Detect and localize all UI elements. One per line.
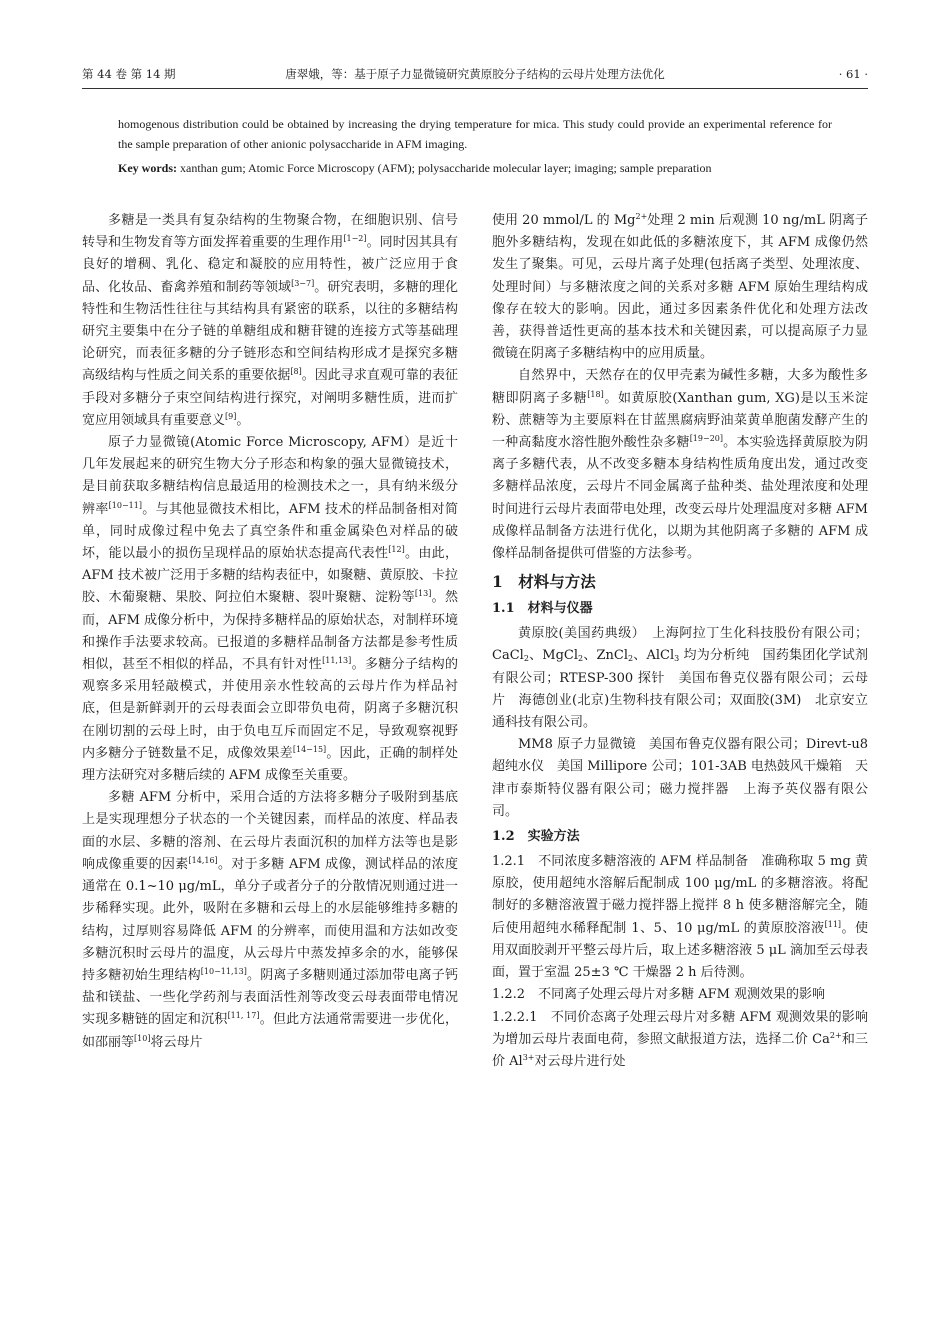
citation: [14−15]: [292, 744, 327, 754]
keywords-label: Key words:: [118, 161, 177, 175]
intro-paragraph-1: 多糖是一类具有复杂结构的生物聚合物，在细胞识别、信号转导和生物发育等方面发挥着重要的生理作用[1−2]。同时因其具有良好的增稠、乳化、稳定和凝胶的应用特性，被广泛应用于食品、化妆品、畜禽养殖和制药等领域[3−7]。研究表明，多糖的理化特性和生物活性往往与其结构具有紧密的联系，以往的多糖结构研究主要集中在分子链的单糖组成和糖苷键的连接方式等基础理论研究，而表征多糖的分子链形态和空间结构形成才是探究多糖高级结构与性质之间关系的重要依据[8]。因此寻求直观可靠的表征手段对多糖分子束空间结构进行探究，对阐明多糖性质，进而扩宽应用领域具有重要意义[9]。: [82, 213, 458, 428]
running-title: 唐翠娥，等：基于原子力显微镜研究黄原胶分子结构的云母片处理方法优化: [285, 67, 665, 81]
citation: [3−7]: [291, 278, 315, 288]
citation: [13]: [414, 589, 432, 599]
intro-paragraph-3-cont: 使用 20 mmol/L 的 $Mg^{2+}$处理 2 min 后观测 10 ng/mL 阴离子胞外多糖结构，发现在如此低的多糖浓度下，其 AFM 成像仍然发生了聚集。可见，云母片离子处理(包括离子类型、处理浓度、处理时间）与多糖浓度之间的关系对多糖 AFM 原始生理结构成像存在较大的影响。因此，通过多因素条件优化和处理方法改善，获得普适性更高的基本技术和关键因素，可以提高原子力显微镜在阴离子多糖结构中的应用质量。: [492, 212, 869, 362]
instruments-paragraph: MM8 原子力显微镜 美国布鲁克仪器有限公司；Direvt-u8 超纯水仪 美国 Millipore 公司；101-3AB 电热鼓风干燥箱 天津市泰斯特仪器有限公司；磁力搅拌器 上海予英仪器有限公司。: [492, 737, 868, 819]
intro-paragraph-3: 多糖 AFM 分析中，采用合适的方法将多糖分子吸附到基底上是实现理想分子状态的一个关键因素，而样品的浓度、样品表面的水层、多糖的溶剂、在云母片表面沉积的加样方法等也是影响成像重要的因素[14,16]。对于多糖 AFM 成像，测试样品的浓度通常在 0.1~10 μg/mL，单分子或者分子的分散情况则通过进一步稀释实现。此外，吸附在多糖和云母上的水层能够维持多糖的结构，过厚则容易降低 AFM 的分辨率，而使用温和方法如改变多糖沉积时云母片的温度，从云母片中蒸发掉多余的水，能够保持多糖初始生理结构[10−11,13]。阴离子多糖则通过添加带电离子钙盐和镁盐、一些化学药剂与表面活性剂等改变云母表面带电情况实现多糖链的固定和沉积[11, 17]。但此方法通常需要进一步优化，如邵丽等[10]将云母片: [82, 790, 458, 1050]
subsection-heading: 1.1 材料与仪器: [492, 601, 593, 617]
citation: [19−20]: [689, 434, 723, 444]
section-heading: 1 材料与方法: [492, 572, 596, 592]
header-rule: [82, 88, 868, 89]
subsection-heading: 1.2 实验方法: [492, 829, 580, 845]
left-column: [82, 210, 458, 1054]
citation: [10−11]: [108, 500, 142, 510]
citation: [11, 17]: [227, 1011, 260, 1021]
citation: [11,13]: [322, 656, 352, 666]
method-1-2-1: 1.2.1 不同浓度多糖溶液的 AFM 样品制备 准确称取 5 mg 黄原胶，使用超纯水溶解后配制成 100 μg/mL 的多糖溶液。将配制好的多糖溶液置于磁力搅拌器上搅拌 8 h 使多糖溶解完全，随后使用超纯水稀释配制 1、5、10 μg/mL 的黄原胶溶液[11]。使用双面胶剥开平整云母片后，取上述多糖溶液 5 μL 滴加至云母表面，置于室温 25±3 ℃ 干燥器 2 h 后待测。: [492, 854, 868, 981]
citation: [12]: [388, 545, 405, 555]
materials-paragraph: 黄原胶(美国药典级） 上海阿拉丁生化科技股份有限公司；CaCl$_2$、MgCl$_2$、ZnCl$_2$、AlCl$_3$ 均为分析纯 国药集团化学试剂有限公司；RTESP-300 探针 美国布鲁克仪器有限公司；云母片 海德创业(北京)生物科技有限公司；双面胶(3M) 北京安立通科技有限公司。: [492, 626, 868, 731]
running-header: [82, 64, 868, 84]
intro-paragraph-4: 自然界中，天然存在的仅甲壳素为碱性多糖，大多为酸性多糖即阴离子多糖[18]。如黄原胶(Xanthan gum, XG)是以玉米淀粉、蔗糖等为主要原料在甘蓝黑腐病野油菜黄单胞菌发酵产生的一种高黏度水溶性胞外酸性杂多糖[19−20]。本实验选择黄原胶为阴离子多糖代表，从不改变多糖本身结构性质角度出发，通过改变多糖样品浓度，云母片不同金属离子盐种类、盐处理浓度和处理时间进行云母片表面带电处理，改变云母片处理温度对多糖 AFM 成像样品制备方法进行优化，以期为其他阴离子多糖的 AFM 成像样品制备提供可借鉴的方法参考。: [492, 368, 868, 562]
method-1-2-2-1: 1.2.2.1 不同价态离子处理云母片对多糖 AFM 观测效果的影响 为增加云母片表面电荷，参照文献报道方法，选择二价 $Ca^{2+}$和三价 $Al^{3+}$对云母片进行处: [492, 1009, 882, 1069]
journal-volume-issue: 第 44 卷 第 14 期: [82, 67, 176, 81]
abstract-block: [118, 114, 832, 178]
method-1-2-2-heading: 1.2.2 不同离子处理云母片对多糖 AFM 观测效果的影响: [492, 987, 826, 1003]
right-column: [492, 210, 882, 1073]
citation: [10−11,13]: [200, 966, 247, 976]
keywords-line: [118, 158, 832, 178]
citation: [18]: [587, 389, 604, 399]
page-number: · 61 ·: [838, 67, 868, 81]
citation: [14,16]: [188, 855, 218, 865]
citation: [11]: [824, 919, 842, 929]
intro-paragraph-2: 原子力显微镜(Atomic Force Microscopy, AFM）是近十几年发展起来的研究生物大分子形态和构象的强大显微镜技术，是目前获取多糖结构信息最适用的检测技术之一，具有纳米级分辨率[10−11]。与其他显微技术相比，AFM 技术的样品制备相对简单，同时成像过程中免去了真空条件和重金属染色对样品的破坏，能以最小的损伤呈现样品的原始状态提高代表性[12]。由此，AFM 技术被广泛用于多糖的结构表征中，如聚糖、黄原胶、卡拉胶、木葡聚糖、果胶、阿拉伯木聚糖、裂叶聚糖、淀粉等[13]。然而，AFM 成像分析中，为保持多糖样品的原始状态，对制样环境和操作手法要求较高。已报道的多糖样品制备方法都是参考性质相似，甚至不相似的样品，不具有针对性[11,13]。多糖分子结构的观察多采用轻敲模式，并使用亲水性较高的云母片作为样品衬底，但是新鲜剥开的云母表面会立即带负电荷，阴离子多糖沉积在刚切割的云母上时，由于负电互斥而固定不足，导致观察视野内多糖分子链数量不足，成像效果差[14−15]。因此，正确的制样处理方法研究对多糖后续的 AFM 成像至关重要。: [82, 435, 458, 784]
citation: [1−2]: [343, 234, 367, 244]
citation: [9]: [225, 411, 237, 421]
keywords-text: xanthan gum; Atomic Force Microscopy (AFM); polysaccharide molecular layer; imaging; sample preparation: [177, 161, 712, 175]
citation: [8]: [290, 367, 302, 377]
abstract-text: homogenous distribution could be obtained by increasing the drying temperature for mica. This study could provide an experimental reference for the sample preparation of other anionic polysaccharide in AFM imaging.: [118, 117, 832, 151]
citation: [10]: [134, 1033, 151, 1043]
